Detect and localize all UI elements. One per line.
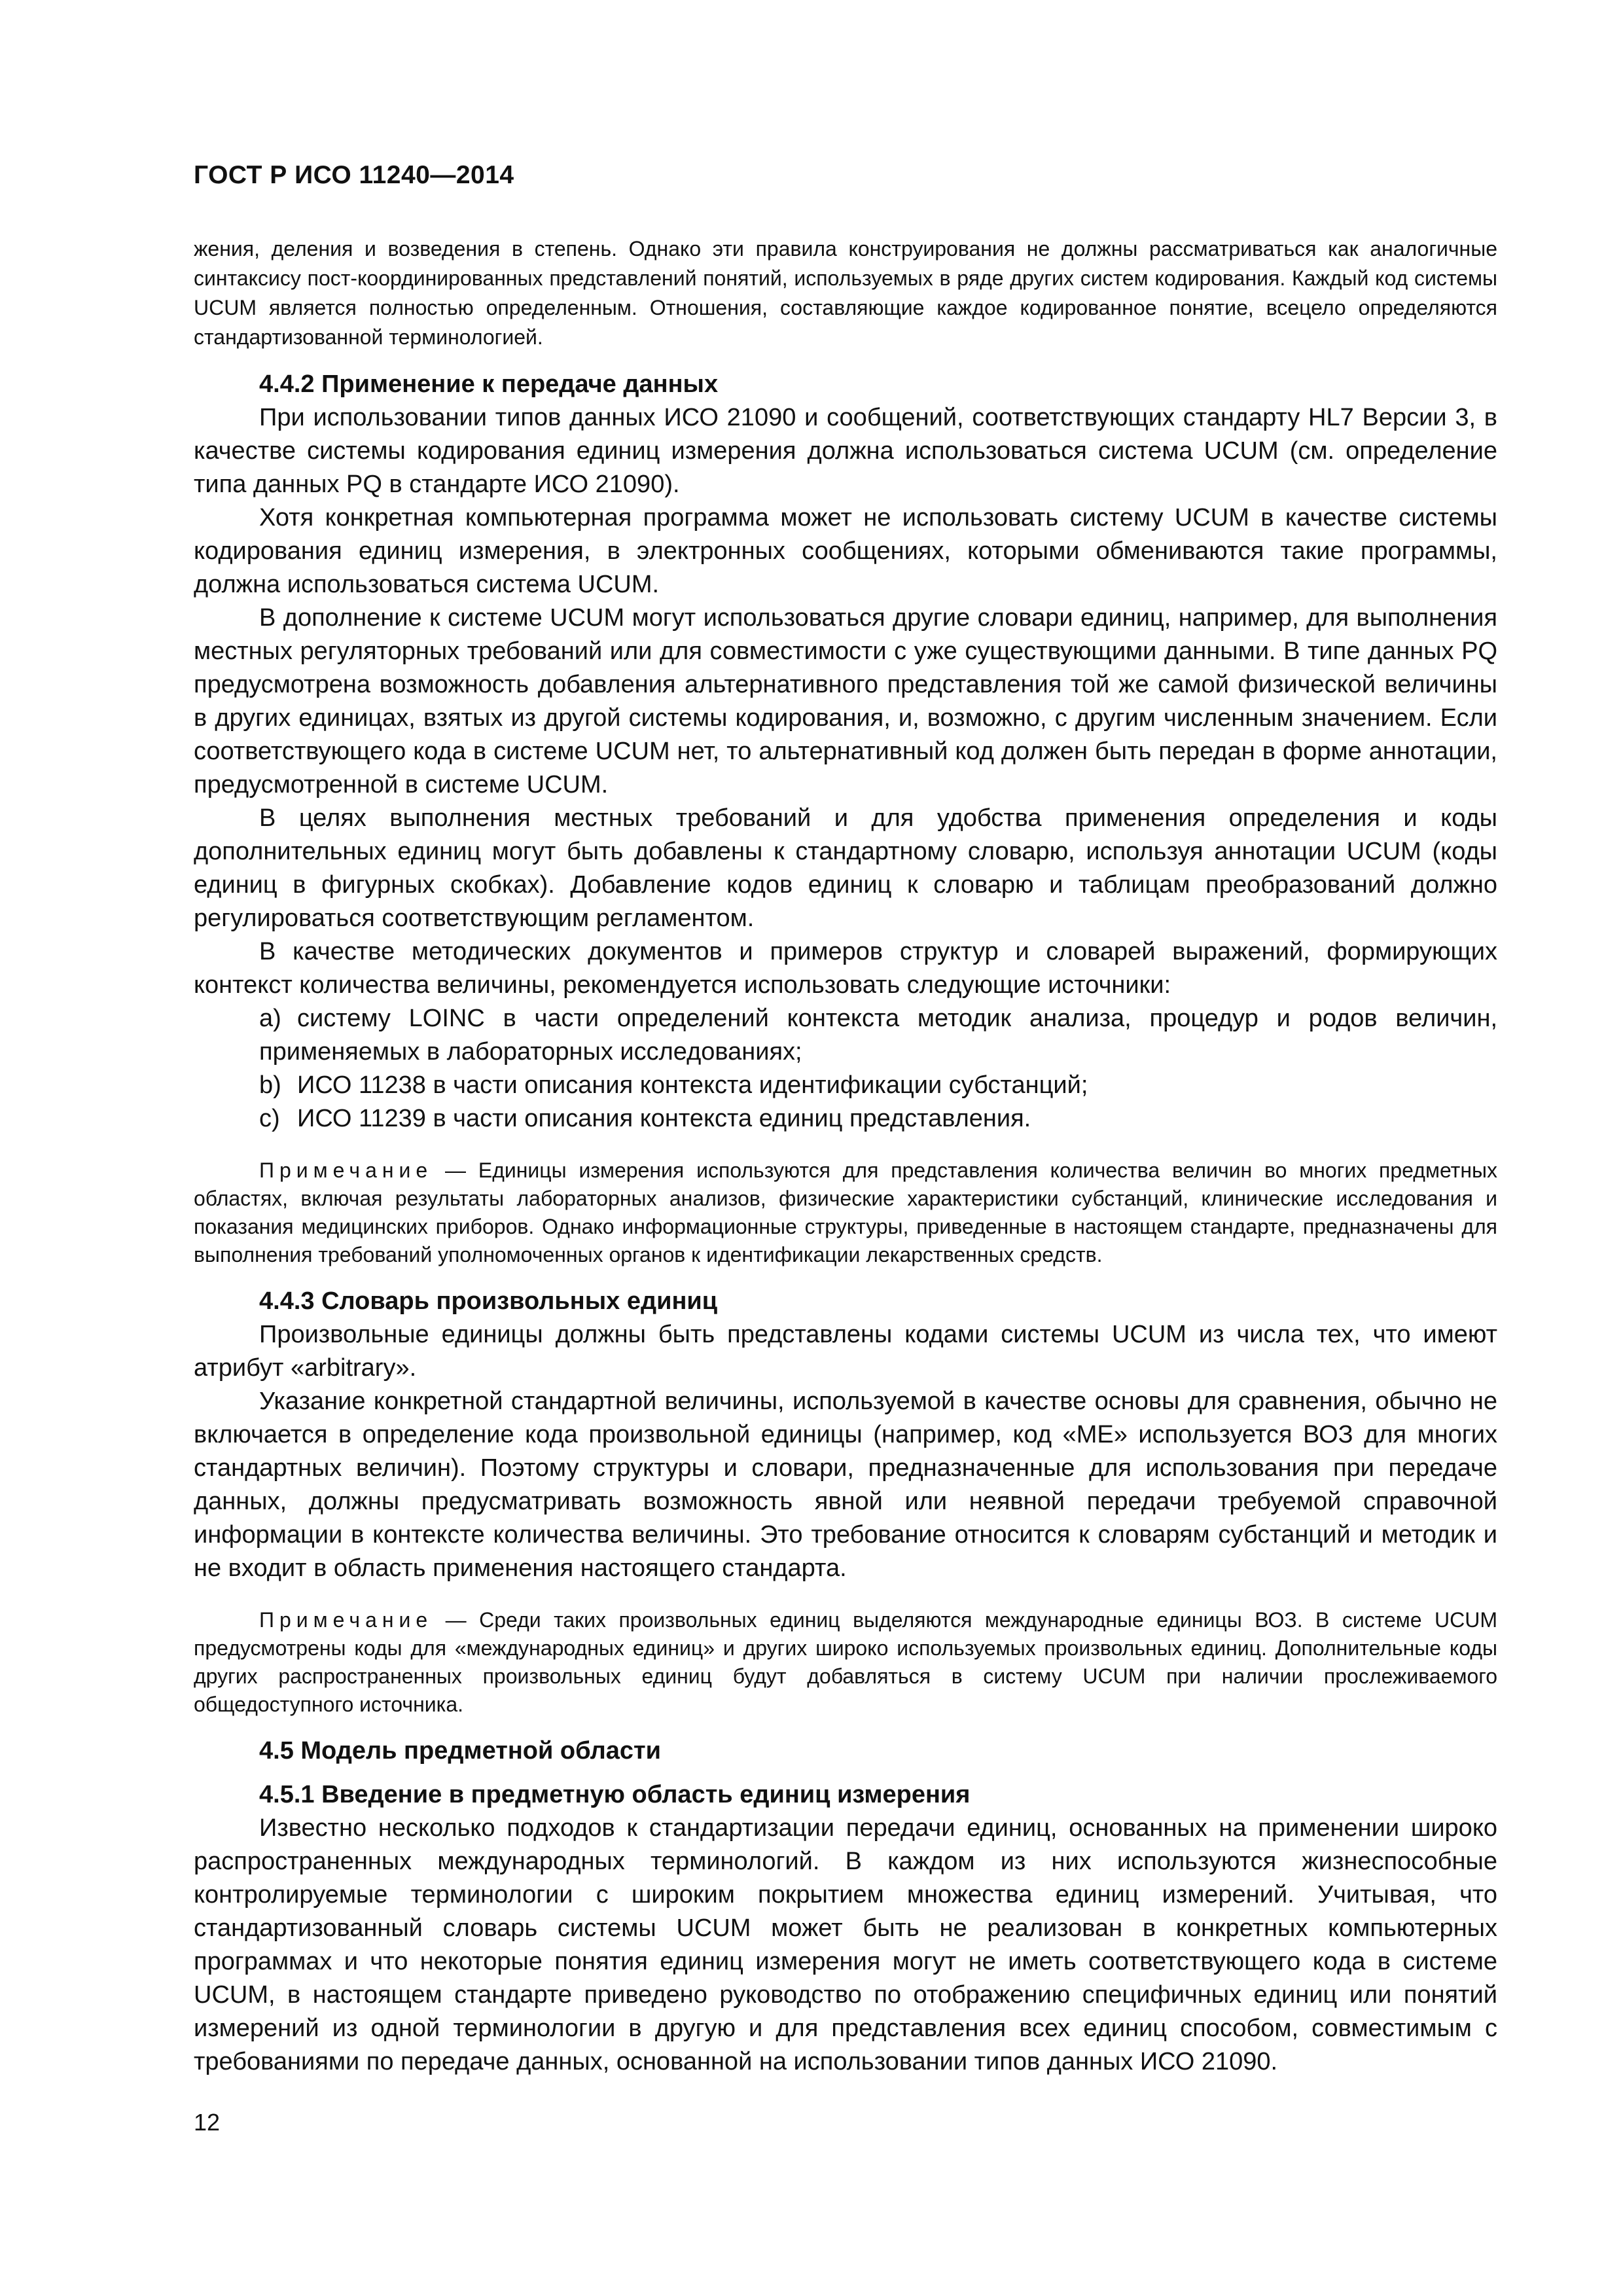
note bbox=[194, 1157, 1497, 1269]
list-item-text: систему LOINC в части определений контекста методик анализа, процедур и родов величин, применяемых в лабораторных исследованиях; bbox=[259, 1005, 1497, 1066]
list-item-text: ИСО 11238 в части описания контекста идентификации субстанций; bbox=[297, 1071, 1088, 1099]
list-item bbox=[194, 1102, 1497, 1136]
intro-paragraph: жения, деления и возведения в степень. Однако эти правила конструирования не должны рассматриваться как аналогичные синтаксису пост-координированных представлений понятий, используемых в ряде других систем кодирования. Каждый код системы UCUM является полностью определенным. Отношения, составляющие каждое кодированное понятие, всецело определяются стандартизованной терминологией. bbox=[194, 237, 1497, 349]
document-header: ГОСТ Р ИСО 11240—2014 bbox=[194, 161, 514, 189]
paragraph: В качестве методических документов и примеров структур и словарей выражений, формирующих контекст количества величины, рекомендуется использовать следующие источники: bbox=[194, 938, 1497, 999]
paragraph: В целях выполнения местных требований и для удобства применения определения и коды дополнительных единиц могут быть добавлены к стандартному словарю, используя аннотации UCUM (коды единиц в фигурных скобках). Добавление кодов единиц к словарю и таблицам преобразований должно регулироваться соответствующим регламентом. bbox=[194, 804, 1497, 932]
list-item-text: ИСО 11239 в части описания контекста единиц представления. bbox=[297, 1105, 1031, 1132]
paragraph: Известно несколько подходов к стандартизации передачи единиц, основанных на применении широко распространенных международных терминологий. В каждом из них используются жизнеспособные контролируемые терминологии с широким покрытием множества единиц измерений. Учитывая, что стандартизованный словарь системы UCUM может быть не реализован в конкретных компьютерных программах и что некоторые понятия единиц измерения могут не иметь соответствующего кода в системе UCUM, в настоящем стандарте приведено руководство по отображению специфичных единиц или понятий измерений из одной терминологии в другую и для представления всех единиц способом, совместимым с требованиями по передаче данных, основанной на использовании типов данных ИСО 21090. bbox=[194, 1814, 1497, 2075]
section-heading-4-4-2: 4.4.2 Применение к передаче данных bbox=[259, 370, 719, 398]
paragraph: В дополнение к системе UCUM могут использоваться другие словари единиц, например, для выполнения местных регуляторных требований или для совместимости с уже существующими данными. В типе данных PQ предусмотрена возможность добавления альтернативного представления той же самой физической величины в других единицах, взятых из другой системы кодирования, и, возможно, с другим численным значением. Если соответствующего кода в системе UCUM нет, то альтернативный код должен быть передан в форме аннотации, предусмотренной в системе UCUM. bbox=[194, 604, 1497, 798]
note-label: Примечание bbox=[259, 1608, 433, 1632]
paragraph: Указание конкретной стандартной величины, используемой в качестве основы для сравнения, обычно не включается в определение кода произвольной единицы (например, код «МЕ» используется ВОЗ для многих стандартных величин). Поэтому структуры и словари, предназначенные для использования при передаче данных, должны предусматривать возможность явной или неявной передачи требуемой справочной информации в контексте количества величины. Это требование относится к словарям субстанций и методик и не входит в область применения настоящего стандарта. bbox=[194, 1388, 1497, 1582]
section-heading-4-4-3: 4.4.3 Словарь произвольных единиц bbox=[259, 1287, 718, 1315]
paragraph: Произвольные единицы должны быть представлены кодами системы UCUM из числа тех, что имеют атрибут «arbitrary». bbox=[194, 1321, 1497, 1382]
note bbox=[194, 1606, 1497, 1719]
note-text: — Среди таких произвольных единиц выделяются международные единицы ВОЗ. В системе UCUM предусмотрены коды для «международных единиц» и других широко используемых произвольных единиц. Дополнительные коды других распространенных произвольных единиц будут добавляться в систему UCUM при наличии прослеживаемого общедоступного источника. bbox=[194, 1608, 1498, 1716]
page-number: 12 bbox=[194, 2109, 221, 2136]
list-marker: c) bbox=[259, 1105, 280, 1132]
list-marker: b) bbox=[259, 1071, 281, 1099]
note-label: Примечание bbox=[259, 1158, 433, 1182]
section-heading-4-5-1: 4.5.1 Введение в предметную область единиц измерения bbox=[259, 1781, 971, 1808]
list-item bbox=[194, 1069, 1497, 1102]
list-item bbox=[194, 1002, 1497, 1069]
page-content bbox=[194, 234, 1497, 2079]
paragraph: При использовании типов данных ИСО 21090 и сообщений, соответствующих стандарту HL7 Версии 3, в качестве системы кодирования единиц измерения должна использоваться система UCUM (см. определение типа данных PQ в стандарте ИСО 21090). bbox=[194, 404, 1497, 498]
paragraph: Хотя конкретная компьютерная программа может не использовать систему UCUM в качестве системы кодирования единиц измерения, в электронных сообщениях, которыми обмениваются такие программы, должна использоваться система UCUM. bbox=[194, 504, 1497, 598]
list-marker: a) bbox=[259, 1005, 281, 1032]
section-heading-4-5: 4.5 Модель предметной области bbox=[259, 1737, 662, 1765]
note-text: — Единицы измерения используются для представления количества величин во многих предметных областях, включая результаты лабораторных анализов, физические характеристики субстанций, клинические исследования и показания медицинских приборов. Однако информационные структуры, приведенные в настоящем стандарте, предназначены для выполнения требований уполномоченных органов к идентификации лекарственных средств. bbox=[194, 1158, 1498, 1266]
